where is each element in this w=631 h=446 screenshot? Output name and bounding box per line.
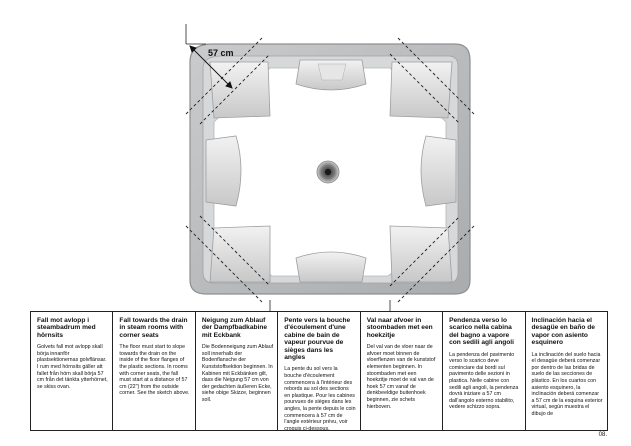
column-body: La pendenza del pavimento verso lo scarico deve cominciare dai bordi sul pavimento delle sezioni in plastica. Nelle cabine con sedili agli angoli, la pendenza dovrà iniziare a 57 cm dall'angolo esterno stabilito, vedere schizzo sopra.: [449, 351, 519, 411]
column-body: The floor must start to slope towards the drain on the inside of the floor flanges of the plastic sections. In rooms with corner seats, the fall must start at a distance of 57 cm (22") from the outside corner. See the sketch above.: [119, 344, 190, 397]
column-french: [277, 312, 359, 430]
column-english: [112, 312, 194, 430]
page-number: 08.: [598, 432, 607, 438]
corner-seat-bottom-right: [390, 226, 452, 282]
column-spanish: [525, 312, 607, 430]
column-heading: Inclinación hacia el desagüe en baño de vapor con asiento esquinero: [531, 317, 595, 347]
column-body: Golvets fall mot avlopp skall börja innanför plastsektionernas golvflänsar. I rum med hörnsits gäller att fallet från hörn skall börja 57 cm från det tänkta ytterhörnet, se skiss ovan.: [37, 344, 108, 390]
column-heading: Fall towards the drain in steam rooms with corner seats: [119, 317, 188, 339]
column-body: Del val van de vloer naar de afvoer moet binnen de vloerflenzen van de kunststof elementen beginnen. In stoombaden met een hoekzitje moet de val van de hoek 57 cm vanaf de denkbeeldige buitenhoek beginnen, zie schets hierboven.: [366, 344, 436, 410]
column-swedish: [31, 312, 112, 430]
instructions-panel: [30, 311, 608, 431]
seat-left: [206, 136, 241, 206]
seat-right: [421, 136, 456, 206]
column-dutch: [360, 312, 442, 430]
dimension-label: 57 cm: [208, 48, 234, 58]
column-body: La pente du sol vers la bouche d'écoulement commencera à l'intérieur des rebords au sol des sections en plastique. Pour les cabines pourvues de sièges dans les angles, la pente depuis le coin commencera à 57 cm de l'angle extérieur prévu, voir croquis ci-dessous.: [284, 366, 356, 430]
column-heading: Neigung zum Ablauf der Dampfbadkabine mit Eckbank: [201, 317, 268, 339]
column-heading: Pente vers la bouche d'écoulement d'une cabine de bain de vapeur pourvue de sièges dans les angles: [284, 317, 351, 362]
column-heading: Pendenza verso lo scarico nella cabina del bagno a vapore con sedili agli angoli: [449, 317, 514, 347]
corner-seat-bottom-left: [210, 226, 270, 282]
column-body: Die Bodenneigung zum Ablauf soll innerhalb der Bodenflansche der Kunststoffsektion beginnen. In Kabinen mit Eckbänken gilt, dass die Neigung 57 cm von der gedachten äußeren Ecke, siehe obige Skizze, beginnen soll.: [201, 344, 274, 403]
corner-seat-top-left: [210, 62, 270, 118]
column-heading: Val naar afvoer in stoombaden met een hoekzitje: [366, 317, 433, 339]
seat-bottom: [296, 252, 366, 282]
column-body: La inclinación del suelo hacia el desagüe deberá comenzar por dentro de las bridas de suelo de las secciones de plástico. En los cuartos con asiento esquinero, la inclinación deberá comenzar a 57 cm de la esquina exterior virtual, según muestra el dibujo de: [531, 351, 603, 417]
column-italian: [442, 312, 524, 430]
column-heading: Fall mot avlopp i steambadrum med hörnsits: [37, 317, 96, 339]
column-german: [195, 312, 277, 430]
corner-seat-top-right: [390, 62, 452, 118]
